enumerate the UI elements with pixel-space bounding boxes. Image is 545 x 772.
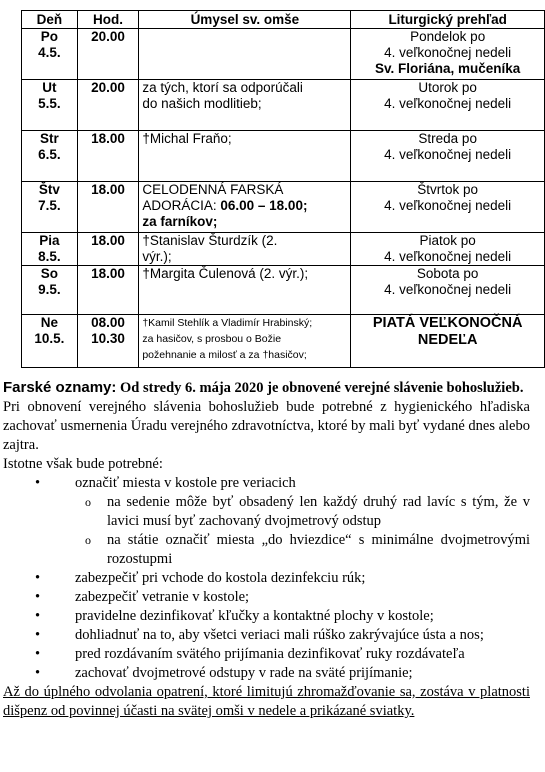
sub-list xyxy=(75,493,530,569)
day-date: 4.5. xyxy=(38,45,61,60)
table-header-row xyxy=(22,11,545,29)
announcements-heading xyxy=(3,378,530,398)
day-cell xyxy=(22,29,78,80)
day-name: Štv xyxy=(38,182,60,197)
liturgy-line: Sobota po xyxy=(416,266,479,281)
hour-cell xyxy=(77,80,139,131)
list-item-text: pred rozdávaním svätého prijímania dezinfikovať ruky rozdávateľa xyxy=(75,646,465,662)
intent-line: †Michal Fraňo; xyxy=(142,131,232,146)
intent-cell xyxy=(139,80,351,131)
paragraph-requirements: Istotne však bude potrebné: xyxy=(3,456,163,472)
liturgy-line: 4. veľkonočnej nedeli xyxy=(384,282,512,297)
intent-line: †Margita Čulenová (2. výr.); xyxy=(142,266,309,281)
day-cell xyxy=(22,182,78,233)
intent-cell xyxy=(139,29,351,80)
intent-cell xyxy=(139,233,351,266)
header-intent: Úmysel sv. omše xyxy=(139,11,351,29)
intent-line: požehnanie a milosť a za †hasičov; xyxy=(142,349,307,361)
list-item-text: dohliadnuť na to, aby všetci veriaci mali rúško zakrývajúce ústa a nos; xyxy=(75,627,484,643)
intent-line: †Kamil Stehlík a Vladimír Hrabinský; xyxy=(142,317,313,329)
list-item xyxy=(3,588,530,607)
header-liturgy: Liturgický prehľad xyxy=(351,11,545,29)
day-cell xyxy=(22,80,78,131)
day-name: Pia xyxy=(39,233,60,248)
intent-line: za farníkov; xyxy=(142,214,218,229)
liturgy-line: 4. veľkonočnej nedeli xyxy=(384,249,512,264)
list-item xyxy=(3,569,530,588)
header-day: Deň xyxy=(22,11,78,29)
intent-line: za tých, ktorí sa odporúčali xyxy=(142,80,303,95)
liturgy-line: Streda po xyxy=(418,131,477,146)
bullet-icon: • xyxy=(35,665,41,681)
circle-bullet-icon: o xyxy=(85,533,91,547)
list-item xyxy=(3,607,530,626)
intent-cell xyxy=(139,131,351,182)
intent-cell xyxy=(139,182,351,233)
day-date: 5.5. xyxy=(38,96,61,111)
list-item-text: pravidelne dezinfikovať kľučky a kontaktné plochy v kostole; xyxy=(75,608,434,624)
mass-schedule-table xyxy=(21,10,545,368)
list-item-text: označiť miesta v kostole pre veriacich xyxy=(75,475,296,491)
hour-cell xyxy=(77,233,139,266)
intent-time: 06.00 – 18.00; xyxy=(220,198,308,213)
hour-value: 20.00 xyxy=(91,80,125,95)
hour-cell xyxy=(77,182,139,233)
list-item-text: zachovať dvojmetrové odstupy v rade na sväté prijímanie; xyxy=(75,665,413,681)
hour-value: 18.00 xyxy=(91,233,125,248)
sub-list-item-text: na státie označiť miesta „do hviezdice“ s minimálne dvojmetrovými rozostupmi xyxy=(107,532,530,567)
liturgy-cell xyxy=(351,182,545,233)
day-date: 6.5. xyxy=(38,147,61,162)
day-date: 9.5. xyxy=(38,282,61,297)
hour-value: 18.00 xyxy=(91,131,125,146)
intent-line: za hasičov, s prosbou o Božie xyxy=(142,333,282,345)
day-cell xyxy=(22,131,78,182)
dispensation-note: Až do úplného odvolania opatrení, ktoré limitujú zhromažďovanie sa, zostáva v platnosti dišpenz od povinnej účasti na svätej omši v nedele a prikázané sviatky. xyxy=(3,684,530,719)
sub-list-item-text: na sedenie môže byť obsadený len každý druhý rad lavíc s tým, že v lavici musí byť zachovaný dvojmetrový odstup xyxy=(107,494,530,529)
sub-list-item xyxy=(75,493,530,531)
day-cell xyxy=(22,266,78,315)
day-cell xyxy=(22,233,78,266)
header-hour: Hod. xyxy=(77,11,139,29)
intent-cell xyxy=(139,315,351,368)
liturgy-line: 4. veľkonočnej nedeli xyxy=(384,96,512,111)
intent-line xyxy=(142,198,347,214)
hour-cell xyxy=(77,315,139,368)
table-row xyxy=(22,182,545,233)
hour-value: 10.30 xyxy=(91,331,125,346)
liturgy-cell xyxy=(351,29,545,80)
day-name: Str xyxy=(39,131,59,146)
liturgy-line: Pondelok po xyxy=(410,29,486,44)
hour-cell xyxy=(77,29,139,80)
table-row xyxy=(22,131,545,182)
list-item-text: zabezpečiť pri vchode do kostola dezinfekciu rúk; xyxy=(75,570,366,586)
bullet-icon: • xyxy=(35,589,41,605)
liturgy-line: Utorok po xyxy=(418,80,477,95)
table-row xyxy=(22,315,545,368)
day-cell xyxy=(22,315,78,368)
paragraph-hygiene: Pri obnovení verejného slávenia bohoslužieb bude potrebné z hygienického hľadiska zachovať usmernenia Úradu verejného zdravotníctva, ktoré by mali byť vydané dnes alebo zajtra. xyxy=(3,399,530,453)
parish-announcements xyxy=(3,378,530,721)
table-row xyxy=(22,29,545,80)
liturgy-cell xyxy=(351,315,545,368)
intent-line: †Stanislav Šturdzík (2. xyxy=(142,233,278,248)
liturgy-line: 4. veľkonočnej nedeli xyxy=(384,147,512,162)
bullet-icon: • xyxy=(35,627,41,643)
bullet-icon: • xyxy=(35,570,41,586)
intent-line: výr.); xyxy=(142,249,172,264)
list-item-text: zabezpečiť vetranie v kostole; xyxy=(75,589,250,605)
hour-value: 20.00 xyxy=(91,29,125,44)
liturgy-cell xyxy=(351,266,545,315)
liturgy-line: 4. veľkonočnej nedeli xyxy=(384,198,512,213)
day-date: 8.5. xyxy=(38,249,61,264)
liturgy-cell xyxy=(351,233,545,266)
list-item xyxy=(3,645,530,664)
day-name: So xyxy=(40,266,58,281)
table-row xyxy=(22,233,545,266)
intent-cell xyxy=(139,266,351,315)
bullet-icon: • xyxy=(35,608,41,624)
liturgy-cell xyxy=(351,131,545,182)
list-item xyxy=(3,474,530,569)
hour-value: 18.00 xyxy=(91,182,125,197)
day-name: Ne xyxy=(40,315,58,330)
intent-line: CELODENNÁ FARSKÁ xyxy=(142,182,284,197)
list-item xyxy=(3,626,530,645)
liturgy-line: Štvrtok po xyxy=(417,182,479,197)
day-date: 10.5. xyxy=(34,331,65,346)
liturgy-line: 4. veľkonočnej nedeli xyxy=(384,45,512,60)
bullet-icon: • xyxy=(35,475,41,491)
liturgy-line: PIATÁ VEĽKONOČNÁ xyxy=(372,315,523,331)
day-date: 7.5. xyxy=(38,198,61,213)
announcements-label: Farské oznamy: xyxy=(3,379,117,396)
day-name: Po xyxy=(40,29,58,44)
liturgy-feast: Sv. Floriána, mučeníka xyxy=(375,61,521,76)
hour-cell xyxy=(77,131,139,182)
table-row xyxy=(22,80,545,131)
intent-text: ADORÁCIA: xyxy=(142,198,217,213)
circle-bullet-icon: o xyxy=(85,495,91,509)
intent-line: do našich modlitieb; xyxy=(142,96,262,111)
hour-value: 08.00 xyxy=(91,315,125,330)
hour-cell xyxy=(77,266,139,315)
liturgy-line: Piatok po xyxy=(419,233,476,248)
requirements-list xyxy=(3,474,530,683)
announcements-lead: Od stredy 6. mája 2020 je obnovené verejné slávenie bohoslužieb. xyxy=(120,380,524,396)
bullet-icon: • xyxy=(35,646,41,662)
liturgy-cell xyxy=(351,80,545,131)
liturgy-line: NEDEĽA xyxy=(417,332,478,348)
sub-list-item xyxy=(75,531,530,569)
day-name: Ut xyxy=(42,80,57,95)
list-item xyxy=(3,664,530,683)
table-row xyxy=(22,266,545,315)
hour-value: 18.00 xyxy=(91,266,125,281)
